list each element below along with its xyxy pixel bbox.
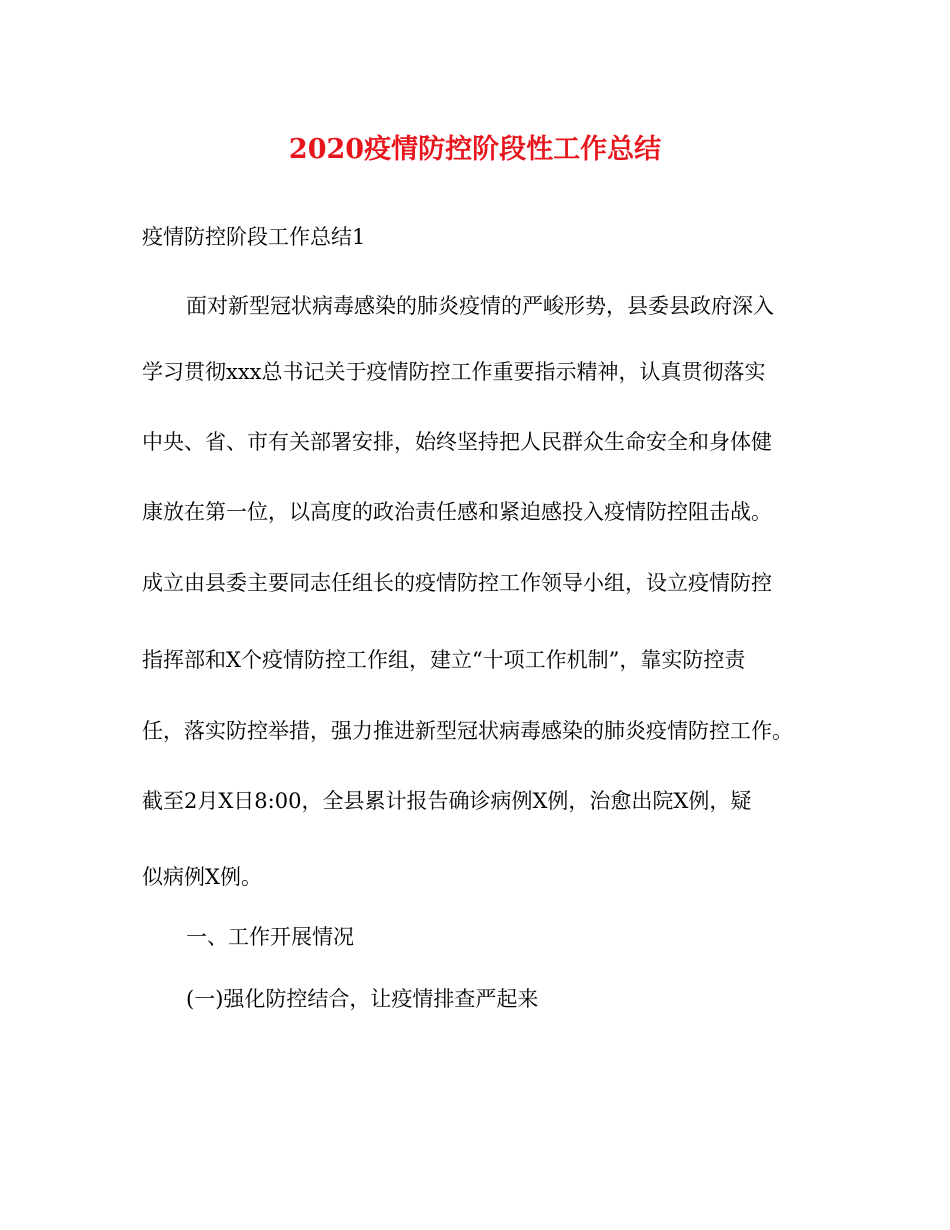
subheading: 疫情防控阶段工作总结1 [142, 225, 366, 249]
paragraph-line: 成立由县委主要同志任组长的疫情防控工作领导小组，设立疫情防控 [142, 571, 772, 595]
paragraph-line: 任，落实防控举措，强力推进新型冠状病毒感染的肺炎疫情防控工作。 [142, 719, 793, 743]
paragraph-line: 似病例X例。 [142, 865, 262, 889]
section-heading: 一、工作开展情况 [186, 925, 354, 949]
paragraph-line: 中央、省、市有关部署安排，始终坚持把人民群众生命安全和身体健 [142, 430, 772, 454]
paragraph-line: 指挥部和X个疫情防控工作组，建立“十项工作机制”，靠实防控责 [142, 648, 746, 672]
paragraph-line: 学习贯彻xxx总书记关于疫情防控工作重要指示精神，认真贯彻落实 [142, 360, 766, 384]
document-title: 2020疫情防控阶段性工作总结 [288, 134, 662, 165]
paragraph-line: 康放在第一位，以高度的政治责任感和紧迫感投入疫情防控阻击战。 [142, 500, 772, 524]
paragraph-line: 截至2月X日8:00，全县累计报告确诊病例X例，治愈出院X例，疑 [142, 789, 752, 813]
subsection-heading: (一)强化防控结合，让疫情排查严起来 [186, 987, 539, 1011]
paragraph-line: 面对新型冠状病毒感染的肺炎疫情的严峻形势，县委县政府深入 [186, 294, 774, 318]
